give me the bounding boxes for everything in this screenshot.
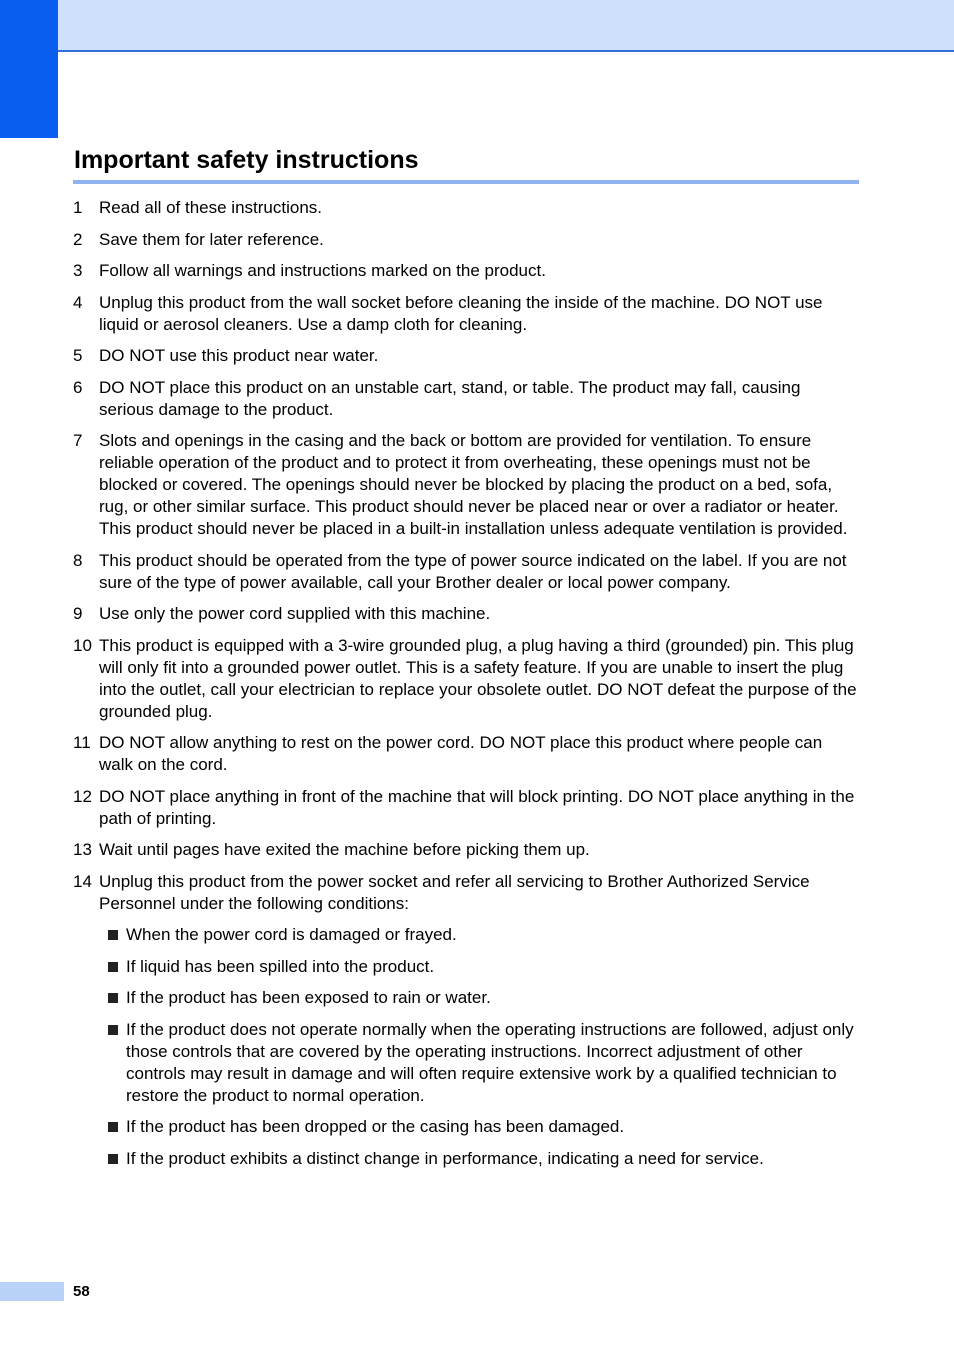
condition-text: If the product does not operate normally when the operating instructions are followed, adjust only those controls that are covered by the operating instructions. Incorrect adjustment of other controls may result in damage and will often require extensive work by a qualified technician to restore the product to normal operation. — [126, 1019, 854, 1105]
item-text: Wait until pages have exited the machine before picking them up. — [99, 840, 590, 859]
item-number: 14 — [73, 871, 92, 891]
square-bullet-icon — [107, 987, 126, 1009]
item-number: 8 — [73, 550, 83, 570]
condition-item — [107, 1019, 859, 1107]
page-number: 58 — [73, 1283, 90, 1300]
item-number: 7 — [73, 431, 83, 450]
instruction-item — [73, 430, 859, 540]
item-number: 2 — [73, 229, 83, 249]
item-number: 12 — [73, 786, 92, 806]
instruction-item — [73, 377, 859, 421]
item-text: Follow all warnings and instructions marked on the product. — [99, 261, 546, 280]
item-number: 4 — [73, 292, 83, 312]
condition-text: If the product exhibits a distinct change in performance, indicating a need for service. — [126, 1148, 764, 1168]
item-text: Slots and openings in the casing and the back or bottom are provided for ventilation. To ensure reliable operation of the product and to protect it from overheating, these openings must not be blocked or covered. The openings should never be blocked by placing the product on a bed, sofa, rug, or other similar surface. This product should never be placed near or over a radiator or heater. This product should never be placed in a built-in installation unless adequate ventilation is provided. — [99, 431, 848, 538]
instruction-item — [73, 260, 859, 282]
condition-item — [107, 1148, 859, 1170]
instruction-item — [73, 786, 859, 830]
section-title: Important safety instructions — [74, 146, 419, 174]
item-text: Save them for later reference. — [99, 229, 324, 249]
chapter-tab — [0, 0, 58, 138]
instruction-item — [73, 550, 859, 594]
item-number: 3 — [73, 261, 83, 280]
footer-band — [0, 1282, 64, 1301]
header-band — [0, 0, 954, 52]
title-underline — [73, 180, 859, 184]
condition-item — [107, 987, 859, 1009]
instruction-item — [73, 603, 859, 625]
condition-text: When the power cord is damaged or frayed. — [126, 925, 457, 944]
condition-item — [107, 1116, 859, 1138]
item-text: Unplug this product from the wall socket before cleaning the inside of the machine. DO NOT use liquid or aerosol cleaners. Use a damp cloth for cleaning. — [99, 292, 823, 334]
item-text: This product is equipped with a 3-wire grounded plug, a plug having a third (grounded) pin. This plug will only fit into a grounded power outlet. This is a safety feature. If you are unable to insert the plug into the outlet, call your electrician to replace your obsolete outlet. DO NOT defeat the purpose of the grounded plug. — [99, 635, 857, 721]
instructions-list — [73, 197, 859, 1179]
item-text: Use only the power cord supplied with this machine. — [99, 604, 491, 623]
item-number: 11 — [73, 733, 91, 752]
square-bullet-icon — [107, 1148, 126, 1170]
condition-item — [107, 924, 859, 946]
item-number: 10 — [73, 635, 92, 655]
condition-item — [107, 956, 859, 978]
item-number: 6 — [73, 377, 83, 397]
item-text: DO NOT allow anything to rest on the power cord. DO NOT place this product where people can walk on the cord. — [99, 733, 823, 774]
item-text: Read all of these instructions. — [99, 198, 323, 217]
item-number: 13 — [73, 840, 92, 859]
item-text: DO NOT use this product near water. — [99, 346, 379, 365]
square-bullet-icon — [107, 956, 126, 978]
item-number: 1 — [73, 198, 83, 217]
item-text: Unplug this product from the power socket and refer all servicing to Brother Authorized Service Personnel under the following conditions: — [99, 871, 810, 913]
instruction-item — [73, 229, 859, 251]
square-bullet-icon — [107, 1019, 126, 1107]
instruction-item — [73, 292, 859, 336]
condition-text: If liquid has been spilled into the product. — [126, 956, 435, 976]
item-number: 5 — [73, 346, 83, 365]
instruction-item — [73, 635, 859, 723]
item-text: DO NOT place anything in front of the machine that will block printing. DO NOT place anything in the path of printing. — [99, 786, 855, 828]
condition-text: If the product has been dropped or the casing has been damaged. — [126, 1117, 625, 1136]
item-text: This product should be operated from the type of power source indicated on the label. If you are not sure of the type of power available, call your Brother dealer or local power company. — [99, 550, 847, 592]
condition-text: If the product has been exposed to rain or water. — [126, 988, 491, 1007]
instruction-item — [73, 871, 859, 915]
square-bullet-icon — [107, 924, 126, 946]
square-bullet-icon — [107, 1116, 126, 1138]
item-text: DO NOT place this product on an unstable cart, stand, or table. The product may fall, causing serious damage to the product. — [99, 377, 801, 419]
instruction-item — [73, 839, 859, 861]
instruction-item — [73, 197, 859, 219]
item-number: 9 — [73, 604, 83, 623]
instruction-item — [73, 345, 859, 367]
instruction-item — [73, 732, 859, 776]
